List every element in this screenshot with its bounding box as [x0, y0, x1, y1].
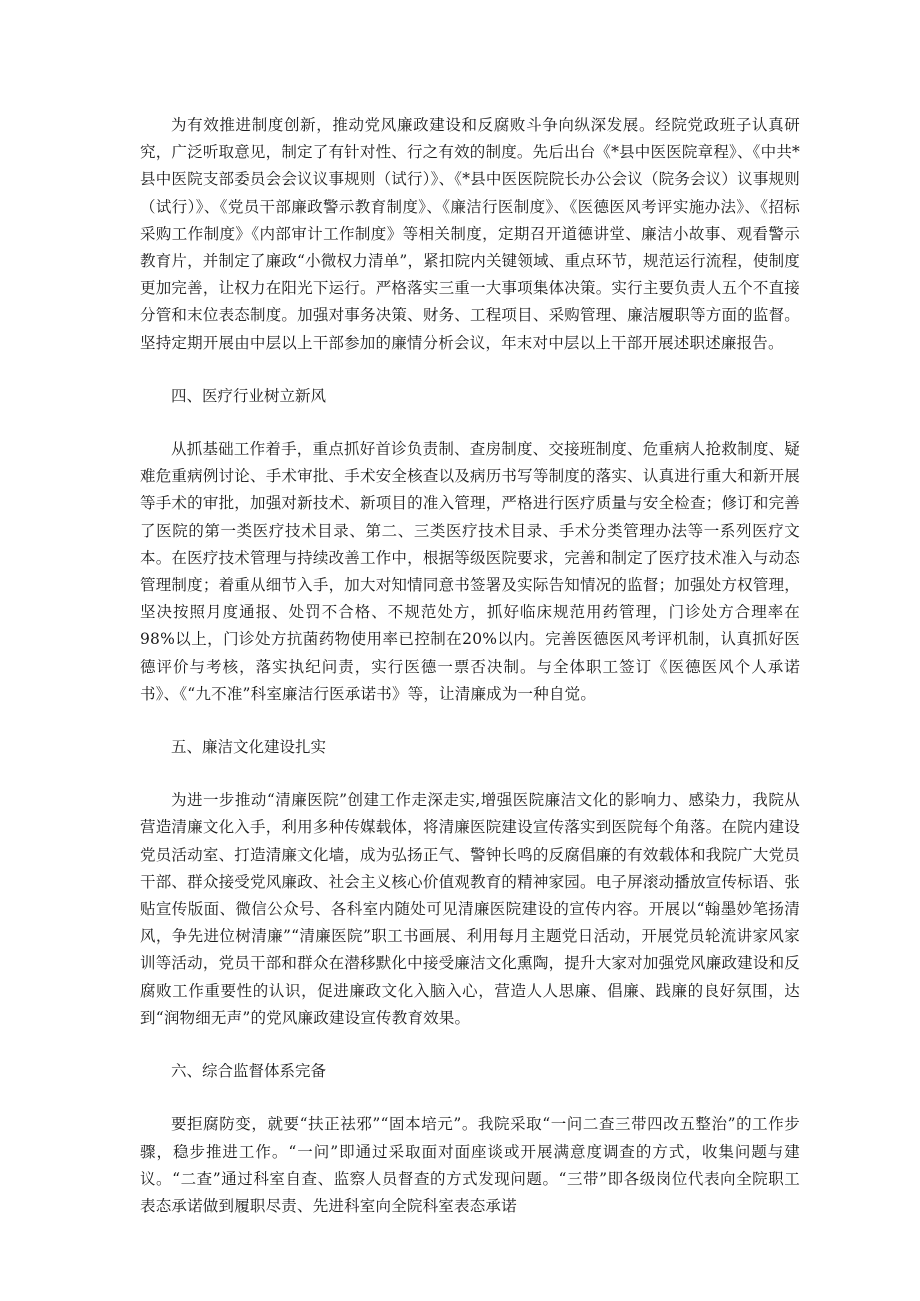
section-heading-4: 四、医疗行业树立新风 — [171, 386, 327, 405]
paragraph-medical-practice: 从抓基础工作着手，重点抓好首诊负责制、查房制度、交接班制度、危重病人抢救制度、疑难危重病例讨论、手术审批、手术安全核查以及病历书写等制度的落实、认真进行重大和新开展等手术的审批，加强对新技术、新项目的准入管理，严格进行医疗质量与安全检查；修订和完善了医院的第一类医疗技术目录、第二、三类医疗技术目录、手术分类管理办法等一系列医疗文本。在医疗技术管理与持续改善工作中，根据等级医院要求，完善和制定了医疗技术准入与动态管理制度；着重从细节入手，加大对知情同意书签署及实际告知情况的监督；加强处方权管理，坚决按照月度通报、处罚不合格、不规范处方，抓好临床规范用药管理，门诊处方合理率在98%以上，门诊处方抗菌药物使用率已控制在20%以内。完善医德医风考评机制，认真抓好医德评价与考核，落实执纪问责，实行医德一票否决制。与全体职工签订《医德医风个人承诺书》、《“九不准”科室廉洁行医承诺书》等，让清廉成为一种自觉。 — [140, 440, 800, 703]
section-heading-5: 五、廉洁文化建设扎实 — [171, 738, 327, 757]
paragraph-supervision-system: 要拒腐防变，就要“扶正祛邪”“固本培元”。我院采取“一问二查三带四改五整治”的工作步骤，稳步推进工作。“一问”即通过采取面对面座谈或开展满意度调查的方式，收集问题与建议。“二查”通过科室自查、监察人员督查的方式发现问题。“三带”即各级岗位代表向全院职工表态承诺做到履职尽责、先进科室向全院科室表态承诺 — [140, 1115, 800, 1215]
section-heading-6: 六、综合监督体系完备 — [171, 1062, 327, 1081]
paragraph-system-innovation: 为有效推进制度创新，推动党风廉政建设和反腐败斗争向纵深发展。经院党政班子认真研究，广泛听取意见，制定了有针对性、行之有效的制度。先后出台《*县中医医院章程》、《中共*县中医院支部委员会会议议事规则（试行）》、《*县中医医院院长办公会议（院务会议）议事规则（试行）》、《党员干部廉政警示教育制度》、《廉洁行医制度》、《医德医风考评实施办法》、《招标采购工作制度》《内部审计工作制度》等相关制度，定期召开道德讲堂、廉洁小故事、观看警示教育片，并制定了廉政“小微权力清单”，紧扣院内关键领域、重点环节，规范运行流程，使制度更加完善，让权力在阳光下运行。严格落实三重一大事项集体决策。实行主要负责人五个不直接分管和末位表态制度。加强对事务决策、财务、工程项目、采购管理、廉洁履职等方面的监督。坚持定期开展由中层以上干部参加的廉情分析会议，年末对中层以上干部开展述职述廉报告。 — [140, 116, 800, 352]
document-page — [140, 112, 800, 1220]
paragraph-integrity-culture: 为进一步推动“清廉医院”创建工作走深走实,增强医院廉洁文化的影响力、感染力，我院从营造清廉文化入手，利用多种传媒载体，将清廉医院建设宣传落实到医院每个角落。在院内建设党员活动室、打造清廉文化墙，成为弘扬正气、警钟长鸣的反腐倡廉的有效载体和我院广大党员干部、群众接受党风廉政、社会主义核心价值观教育的精神家园。电子屏滚动播放宣传标语、张贴宣传版面、微信公众号、各科室内随处可见清廉医院建设的宣传内容。开展以“翰墨妙笔扬清风，争先进位树清廉”“清廉医院”职工书画展、利用每月主题党日活动，开展党员轮流讲家风家训等活动，党员干部和群众在潜移默化中接受廉洁文化熏陶，提升大家对加强党风廉政建设和反腐败工作重要性的认识，促进廉政文化入脑入心，营造人人思廉、倡廉、践廉的良好氛围，达到“润物细无声”的党风廉政建设宣传教育效果。 — [140, 791, 800, 1027]
